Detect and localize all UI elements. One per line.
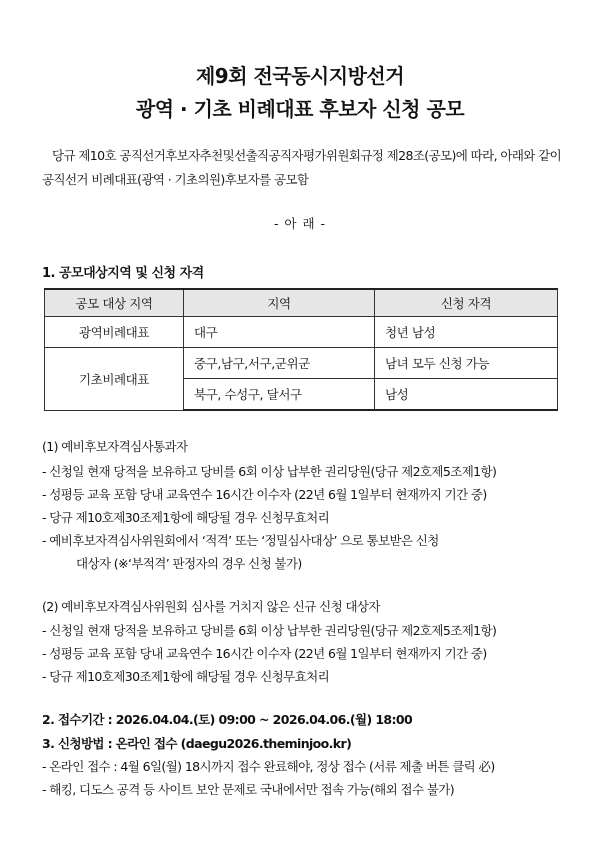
list-item: - 당규 제10호제30조제1항에 해당될 경우 신청무효처리: [42, 669, 330, 684]
table-cell-qualification: 청년 남성: [375, 317, 558, 348]
table-cell-region: 중구,남구,서구,군위군: [184, 348, 375, 379]
list-item-continuation: 대상자 (※‘부적격’ 판정자의 경우 신청 불가): [76, 556, 302, 571]
table-cell-qualification: 남성: [375, 379, 558, 411]
group1-heading: (1) 예비후보자격심사통과자: [42, 439, 188, 454]
list-item: - 당규 제10호제30조제1항에 해당될 경우 신청무효처리: [42, 510, 330, 525]
table-cell-category: 기초비례대표: [45, 348, 184, 411]
list-item: - 온라인 접수 : 4월 6일(월) 18시까지 접수 완료해야, 정상 접수 (서류 제출 버튼 클릭 必): [42, 759, 495, 774]
list-item: - 성평등 교육 포함 당내 교육연수 16시간 이수자 (22년 6월 1일부터 현재까지 기간 중): [42, 646, 487, 661]
list-item: - 신청일 현재 당적을 보유하고 당비를 6회 이상 납부한 권리당원(당규 제2호제5조제1항): [42, 464, 497, 479]
table-row: [45, 348, 558, 379]
table-header-region: 지역: [184, 289, 375, 317]
table-cell-qualification: 남녀 모두 신청 가능: [375, 348, 558, 379]
list-item: - 신청일 현재 당적을 보유하고 당비를 6회 이상 납부한 권리당원(당규 제2호제5조제1항): [42, 623, 497, 638]
table-cell-category: 광역비례대표: [45, 317, 184, 348]
table-row: [45, 317, 558, 348]
table-cell-region: 대구: [184, 317, 375, 348]
table-cell-region: 북구, 수성구, 달서구: [184, 379, 375, 411]
qualification-table: [44, 288, 558, 411]
document-title-line2: 광역 · 기초 비례대표 후보자 신청 공모: [135, 97, 465, 121]
intro-paragraph: 당규 제10호 공직선거후보자추천및선출직공직자평가위원회규정 제28조(공모)에 따라, 아래와 같이 공직선거 비례대표(광역 · 기초의원)후보자를 공모함: [42, 148, 562, 187]
list-item: - 해킹, 디도스 공격 등 사이트 보안 문제로 국내에서만 접속 가능(해외 접수 불가): [42, 782, 455, 797]
section1-heading: 1. 공모대상지역 및 신청 자격: [42, 266, 204, 281]
section3-heading: 3. 신청방법 : 온라인 접수 (daegu2026.theminjoo.kr): [42, 736, 352, 751]
group2-heading: (2) 예비후보자격심사위원회 심사를 거치지 않은 신규 신청 대상자: [42, 599, 380, 614]
list-item: - 예비후보자격심사위원회에서 ‘적격’ 또는 ‘정밀심사대상’ 으로 통보받은 신청: [42, 533, 439, 548]
table-header-category: 공모 대상 지역: [45, 289, 184, 317]
ara-divider: - 아 래 -: [273, 216, 327, 231]
document-title-line1: 제9회 전국동시지방선거: [195, 64, 405, 88]
table-header-qualification: 신청 자격: [375, 289, 558, 317]
section2-application-period: 2. 접수기간 : 2026.04.04.(토) 09:00 ~ 2026.04.06.(월) 18:00: [42, 712, 413, 727]
list-item: - 성평등 교육 포함 당내 교육연수 16시간 이수자 (22년 6월 1일부터 현재까지 기간 중): [42, 487, 487, 502]
